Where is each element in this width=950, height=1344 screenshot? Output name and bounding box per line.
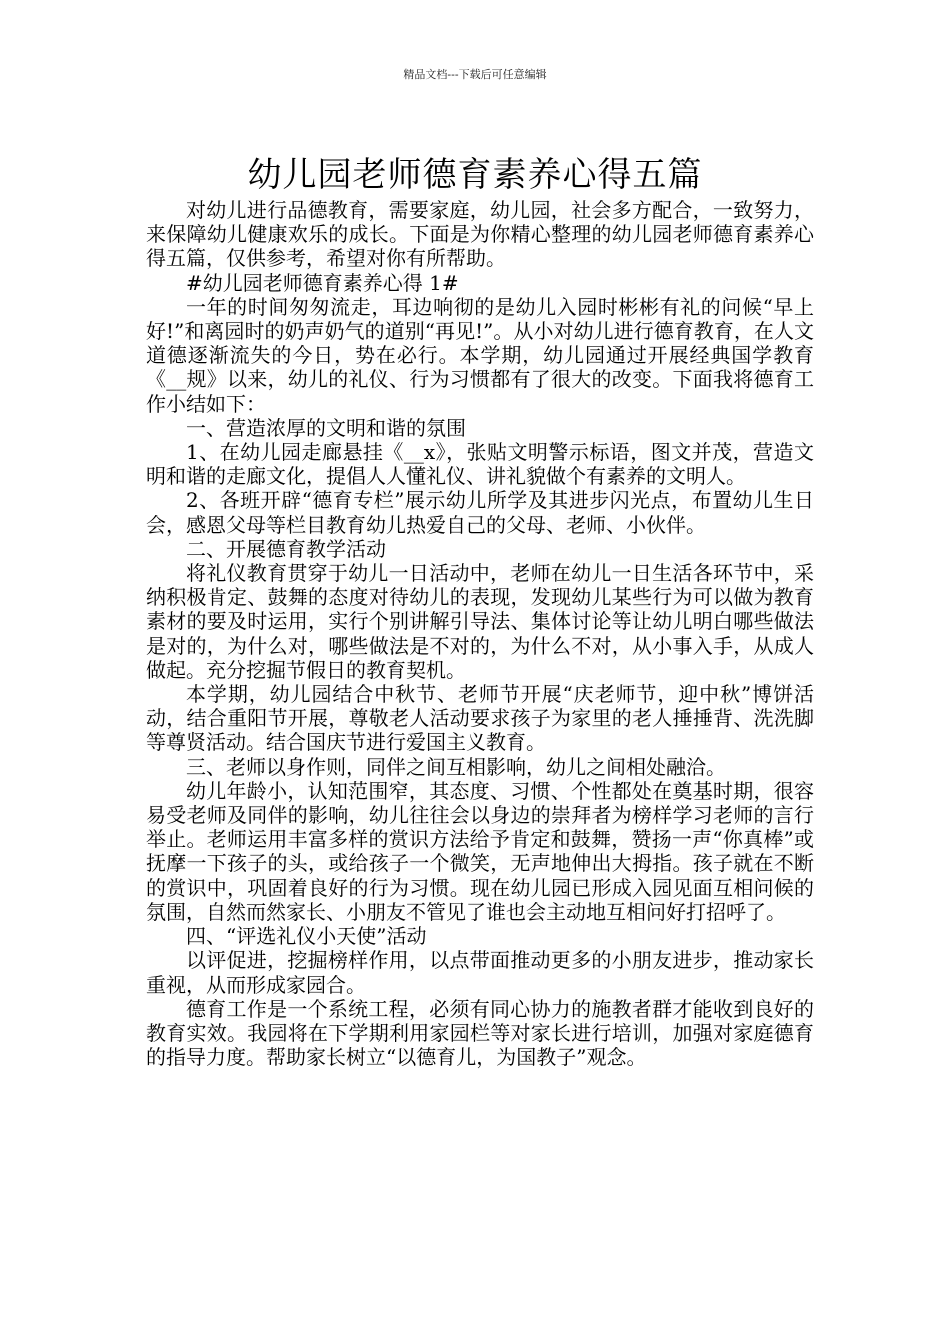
paragraph: 1、在幼儿园走廊悬挂《__x》，张贴文明警示标语，图文并茂，营造文明和谐的走廊文化，提倡人人懂礼仪、讲礼貌做个有素养的文明人。 — [146, 440, 814, 489]
subheading: 四、“评选礼仪小天使”活动 — [186, 924, 427, 949]
paragraph: 幼儿年龄小，认知范围窄，其态度、习惯、个性都处在奠基时期，很容易受老师及同伴的影响，幼儿往往会以身边的崇拜者为榜样学习老师的言行举止。老师运用丰富多样的赏识方法给予肯定和鼓舞，赞扬一声“你真棒”或抚摩一下孩子的头，或给孩子一个微笑，无声地伸出大拇指。孩子就在不断的赏识中，巩固着良好的行为习惯。现在幼儿园已形成入园见面互相问候的氛围，自然而然家长、小朋友不管见了谁也会主动地互相问好打招呼了。 — [146, 778, 814, 924]
subheading: 三、老师以身作则，同伴之间互相影响，幼儿之间相处融洽。 — [186, 754, 726, 779]
paragraph: 德育工作是一个系统工程，必须有同心协力的施教者群才能收到良好的教育实效。我园将在下学期利用家园栏等对家长进行培训，加强对家庭德育的指导力度。帮助家长树立“以德育儿，为国教子”观念。 — [146, 996, 814, 1070]
document-body — [146, 198, 814, 1069]
document-title: 幼儿园老师德育素养心得五篇 — [247, 154, 703, 195]
subheading: 一、营造浓厚的文明和谐的氛围 — [186, 415, 466, 440]
paragraph-intro: 对幼儿进行品德教育，需要家庭，幼儿园，社会多方配合，一致努力，来保障幼儿健康欢乐的成长。下面是为你精心整理的幼儿园老师德育素养心得五篇，仅供参考，希望对你有所帮助。 — [146, 198, 814, 271]
paragraph: 本学期，幼儿园结合中秋节、老师节开展“庆老师节，迎中秋”博饼活动，结合重阳节开展，尊敬老人活动要求孩子为家里的老人捶捶背、洗洗脚等尊贤活动。结合国庆节进行爱国主义教育。 — [146, 682, 814, 755]
header-note: 精品文档---下载后可任意编辑 — [403, 68, 547, 81]
paragraph: 一年的时间匆匆流走，耳边响彻的是幼儿入园时彬彬有礼的问候“早上好!”和离园时的奶声奶气的道别“再见!”。从小对幼儿进行德育教育，在人文道德逐渐流失的今日，势在必行。本学期，幼儿园通过开展经典国学教育《__规》以来，幼儿的礼仪、行为习惯都有了很大的改变。下面我将德育工作小结如下： — [146, 294, 814, 416]
paragraph: 将礼仪教育贯穿于幼儿一日活动中，老师在幼儿一日生活各环节中，采纳积极肯定、鼓舞的态度对待幼儿的表现，发现幼儿某些行为可以做为教育素材的要及时运用，实行个别讲解引导法、集体讨论等让幼儿明白哪些做法是对的，为什么对，哪些做法是不对的，为什么不对，从小事入手，从成人做起。充分挖掘节假日的教育契机。 — [146, 561, 814, 682]
paragraph: 2、各班开辟“德育专栏”展示幼儿所学及其进步闪光点，布置幼儿生日会，感恩父母等栏目教育幼儿热爱自己的父母、老师、小伙伴。 — [146, 488, 814, 537]
section-heading-1: #幼儿园老师德育素养心得 1# — [186, 270, 459, 295]
subheading: 二、开展德育教学活动 — [186, 536, 386, 561]
paragraph: 以评促进，挖掘榜样作用，以点带面推动更多的小朋友进步，推动家长重视，从而形成家园合。 — [146, 948, 814, 997]
